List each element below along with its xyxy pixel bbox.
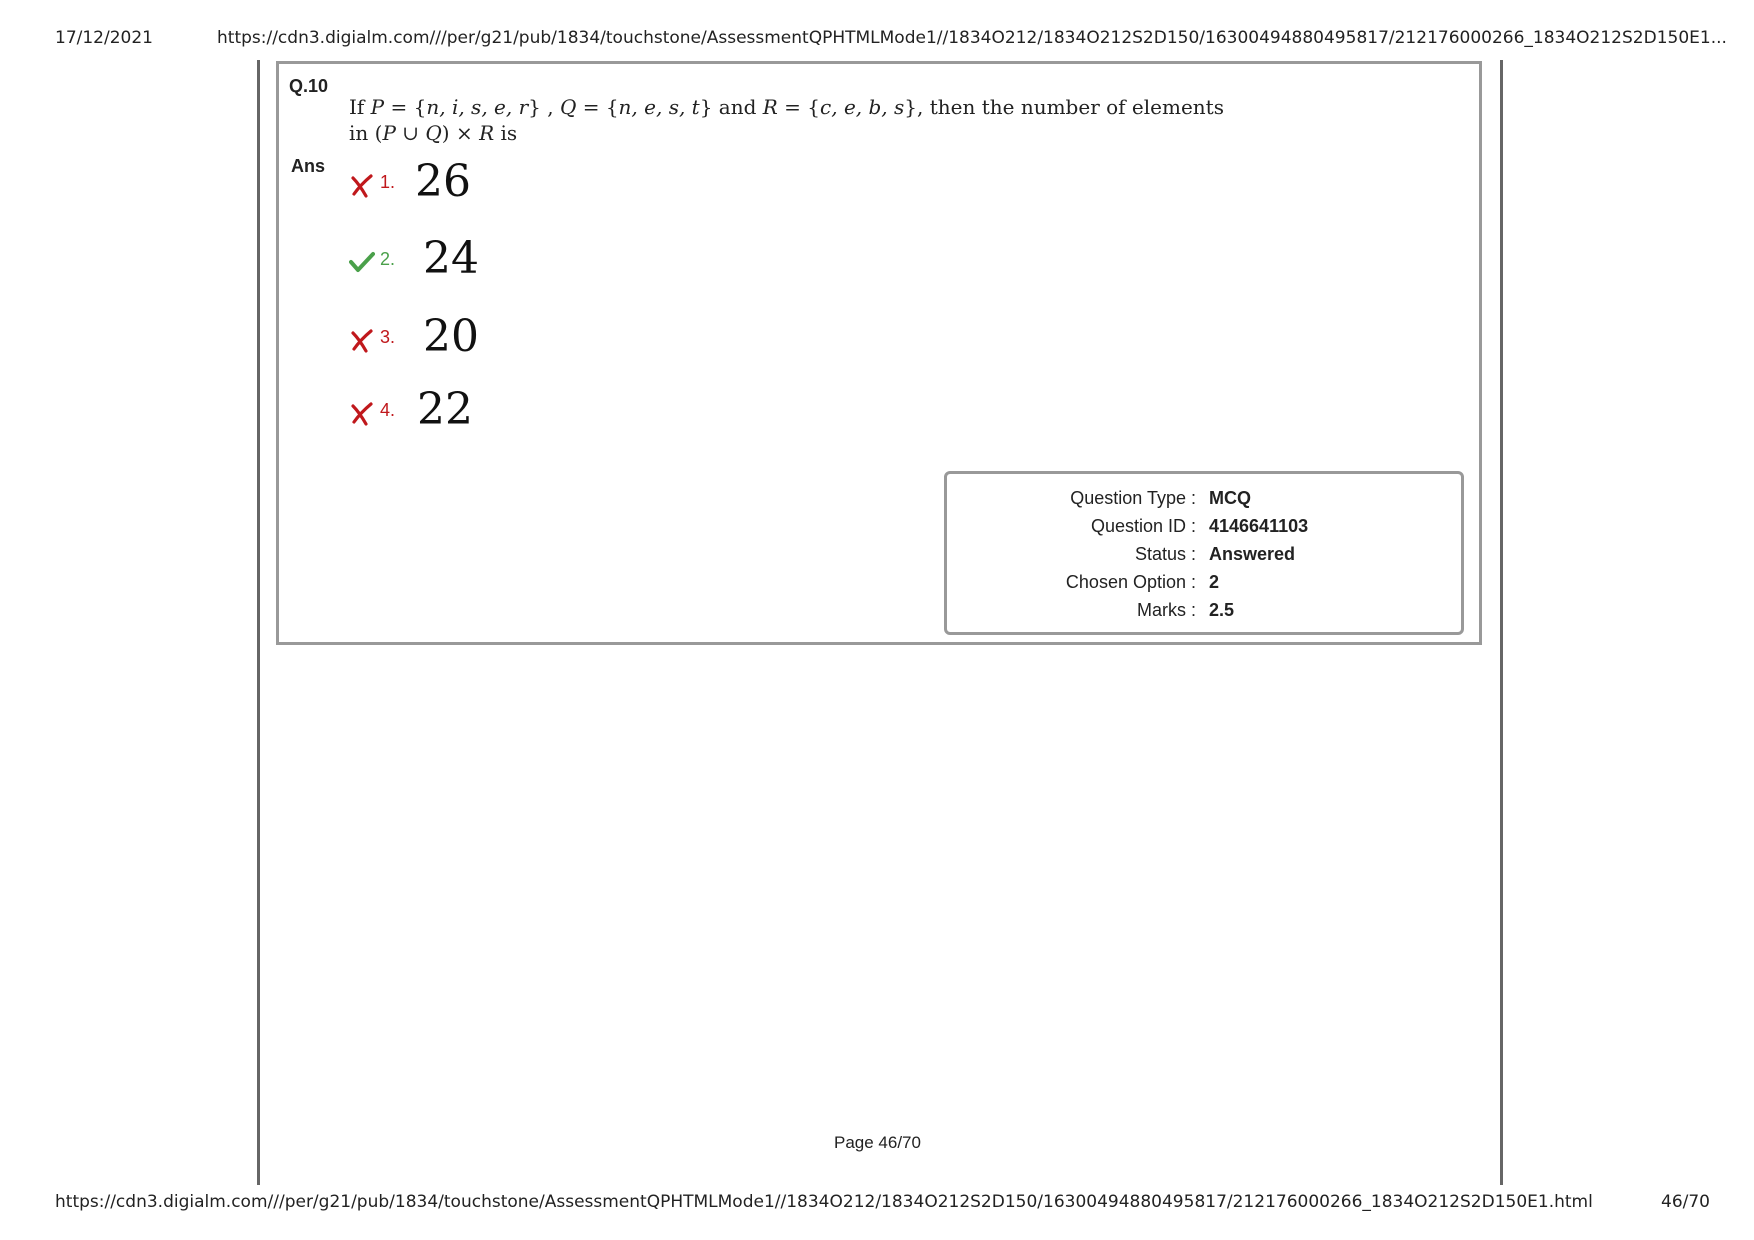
info-label: Question ID : — [1090, 516, 1196, 536]
question-text-line-1: If P = {n, i, s, e, r} , Q = {n, e, s, t} and R = {c, e, b, s}, then the number of elements — [349, 95, 1224, 119]
option-number: 1. — [380, 172, 396, 192]
option-value: 26 — [415, 156, 471, 207]
footer-page-count: 46/70 — [1661, 1192, 1710, 1212]
page-border-right — [1500, 60, 1503, 1185]
info-row-question-type — [947, 488, 1461, 514]
option-value: 20 — [423, 311, 479, 362]
question-number: Q.10 — [289, 76, 329, 96]
info-row-status — [947, 544, 1461, 570]
question-panel — [276, 61, 1482, 645]
page-border-left — [257, 60, 260, 1185]
option-number: 2. — [380, 249, 396, 269]
question-info-box — [944, 471, 1464, 635]
answer-label: Ans — [291, 156, 326, 176]
option-number: 4. — [380, 400, 396, 420]
question-text-line-2: in (P ∪ Q) × R is — [349, 121, 518, 145]
info-label: Question Type : — [1070, 488, 1196, 508]
info-label: Chosen Option : — [1065, 572, 1196, 592]
footer-url: https://cdn3.digialm.com///per/g21/pub/1834/touchstone/AssessmentQPHTMLMode1//1834O212/1834O212S2D150/16300494880495817/212176000266_1834O212S2D150E1.html — [55, 1192, 1593, 1212]
question-text — [349, 94, 1249, 146]
info-label: Status : — [1134, 544, 1196, 564]
cross-icon — [349, 400, 375, 426]
cross-icon — [349, 327, 375, 353]
info-value: MCQ — [1209, 488, 1251, 508]
info-label: Marks : — [1136, 600, 1196, 620]
header-url: https://cdn3.digialm.com///per/g21/pub/1834/touchstone/AssessmentQPHTMLMode1//1834O212/1834O212S2D150/16300494880495817/212176000266_1834O212S2D150E1... — [217, 28, 1727, 48]
info-value: 2.5 — [1209, 600, 1235, 620]
check-icon — [349, 249, 375, 275]
info-row-chosen-option — [947, 572, 1461, 598]
info-row-question-id — [947, 516, 1461, 542]
info-value: 4146641103 — [1209, 516, 1309, 536]
option-value: 22 — [417, 384, 473, 435]
info-value: 2 — [1209, 572, 1220, 592]
info-value: Answered — [1209, 544, 1296, 564]
header-date: 17/12/2021 — [55, 28, 153, 48]
option-number: 3. — [380, 327, 396, 347]
cross-icon — [349, 172, 375, 198]
option-value: 24 — [423, 233, 479, 284]
page-number: Page 46/70 — [834, 1133, 921, 1152]
info-row-marks — [947, 600, 1461, 626]
